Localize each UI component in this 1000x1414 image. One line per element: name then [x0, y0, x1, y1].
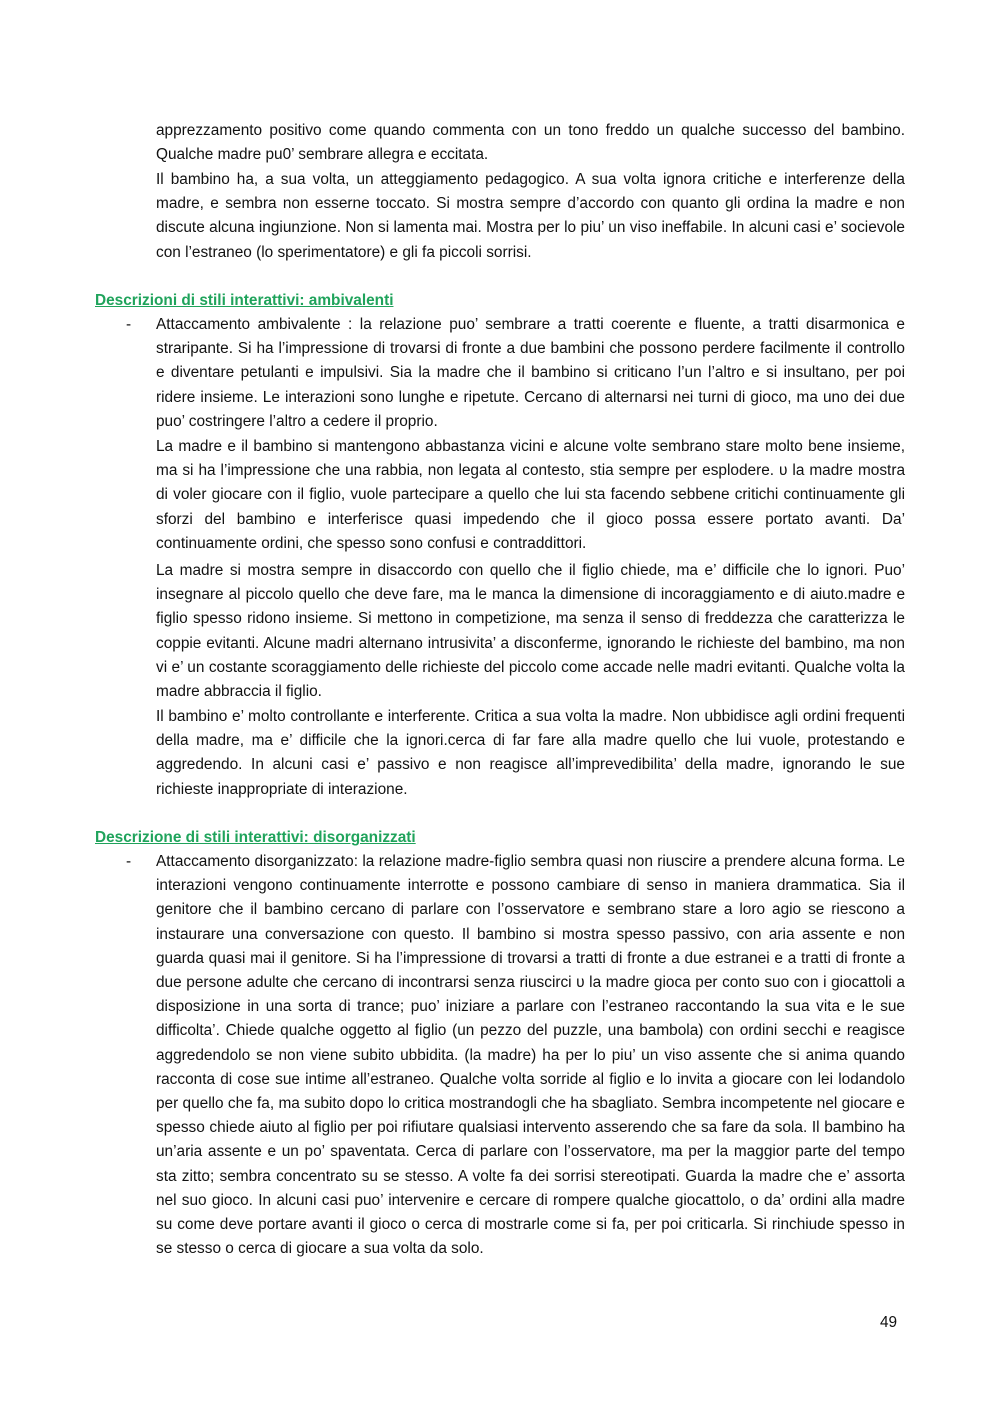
- list-bullet-disorganizzati: -: [126, 853, 132, 870]
- page-number: 49: [880, 1314, 898, 1331]
- list-bullet-ambivalenti: -: [126, 316, 132, 333]
- intro-paragraph-2: Il bambino ha, a sua volta, un atteggiamento pedagogico. A sua volta ignora critiche e interferenze della madre, e sembra non esserne toccato. Si mostra sempre d’accordo con quanto gli ordina la madre e non discute alcuna ingiunzione. Non si lamenta mai. Mostra per lo piu’ un viso ineffabile. In alcuni casi e’ socievole con l’estraneo (lo sperimentatore) e gli fa piccoli sorrisi.: [156, 171, 905, 261]
- ambivalenti-paragraph-2: La madre e il bambino si mantengono abbastanza vicini e alcune volte sembrano stare molto bene insieme, ma si ha l’impressione che una rabbia, non legata al contesto, stia sempre per esplodere. υ la madre mostra di voler giocare con il figlio, vuole partecipare a quello che lui sta facendo sebbene critichi continuamente gli sforzi del bambino e interferisce quasi impedendo che il gioco possa essere portato avanti. Da’ continuamente ordini, che spesso sono confusi e contraddittori.: [156, 438, 905, 552]
- ambivalenti-paragraph-1: Attaccamento ambivalente : la relazione puo’ sembrare a tratti coerente e fluente, a tratti disarmonica e straripante. Si ha l’impressione di trovarsi di fronte a due bambini che possono perdere facilmente il controllo e diventare petulanti e impulsivi. Sia la madre che il bambino si criticano l’un l’altro e si insultano, per poi ridere insieme. Le interazioni sono lunghe e ripetute. Cercano di alternarsi nei turni di gioco, ma uno dei due puo’ costringere l’altro a cedere il proprio.: [156, 316, 905, 430]
- section-heading-ambivalenti: Descrizioni di stili interattivi: ambivalenti: [95, 292, 394, 309]
- section-heading-disorganizzati: Descrizione di stili interattivi: disorganizzati: [95, 829, 416, 846]
- disorganizzati-paragraph-1: Attaccamento disorganizzato: la relazione madre-figlio sembra quasi non riuscire a prendere alcuna forma. Le interazioni vengono continuamente interrotte e possono cambiare di senso in maniera drammatica. Sia il genitore che il bambino cercano di parlare con l’osservatore e sembrano stare a loro agio se riescono a instaurare una conversazione con questo. Il bambino si mostra spesso passivo, con aria assente e non guarda quasi mai il genitore. Si ha l’impressione di trovarsi a tratti di fronte a due estranei e a tratti di fronte a due persone adulte che cercano di incontrarsi senza riuscirci υ la madre gioca per conto suo con i giocattoli a disposizione in una sorta di trance; puo’ iniziare a parlare con l’estraneo raccontando la sua vita e le sue difficolta’. Chiede qualche oggetto al figlio (un pezzo del puzzle, una bambola) con ordini secchi e reagisce aggredendolo se non viene subito ubbidita. (la madre) ha per lo piu’ un viso assente che si anima quando racconta di cose sue intime all’estraneo. Qualche volta sorride al figlio e lo invita a giocare con lei lodandolo per quello che fa, ma subito dopo lo critica mostrandogli che ha sbagliato. Sembra incompetente nel giocare e spesso chiede aiuto al figlio per poi rifiutare qualsiasi intervento asserendo che sa fare da sola. Il bambino ha un’aria assente e un po’ spaventata. Cerca di parlare con l’osservatore, ma per la maggior parte del tempo sta zitto; sembra concentrato su se stesso. A volte fa dei sorrisi stereotipati. Guarda la madre che e’ assorta nel suo gioco. In alcuni casi puo’ intervenire e cercare di rompere qualche giocattolo, o da’ ordini alla madre su come deve portare avanti il gioco o cerca di mostrarle come si fa, per poi criticarla. Si rinchiude spesso in se stesso o cerca di giocare a sua volta da solo.: [156, 853, 905, 1258]
- ambivalenti-paragraph-4: Il bambino e’ molto controllante e interferente. Critica a sua volta la madre. Non ubbidisce agli ordini frequenti della madre, ma e’ difficile che la ignori.cerca di far fare alla madre quello che lui vuole, protestando e aggredendo. In alcuni casi e’ passivo e non reagisce all’imprevedibilita’ della madre, ignorando le sue richieste inappropriate di interazione.: [156, 708, 905, 798]
- ambivalenti-paragraph-3: La madre si mostra sempre in disaccordo con quello che il figlio chiede, ma e’ difficile che lo ignori. Puo’ insegnare al piccolo quello che deve fare, ma le manca la dimensione di incoraggiamento e di aiuto.madre e figlio spesso ridono insieme. Si mettono in competizione, ma senza il senso di freddezza che caratterizza le coppie evitanti. Alcune madri alternano intrusivita’ a disconferme, ignorando le richieste del bambino, ma non vi e’ un costante scoraggiamento delle richieste del piccolo come accade nelle madri evitanti. Qualche volta la madre abbraccia il figlio.: [156, 562, 905, 701]
- intro-paragraph-1: apprezzamento positivo come quando commenta con un tono freddo un qualche successo del bambino. Qualche madre pu0’ sembrare allegra e eccitata.: [156, 122, 905, 164]
